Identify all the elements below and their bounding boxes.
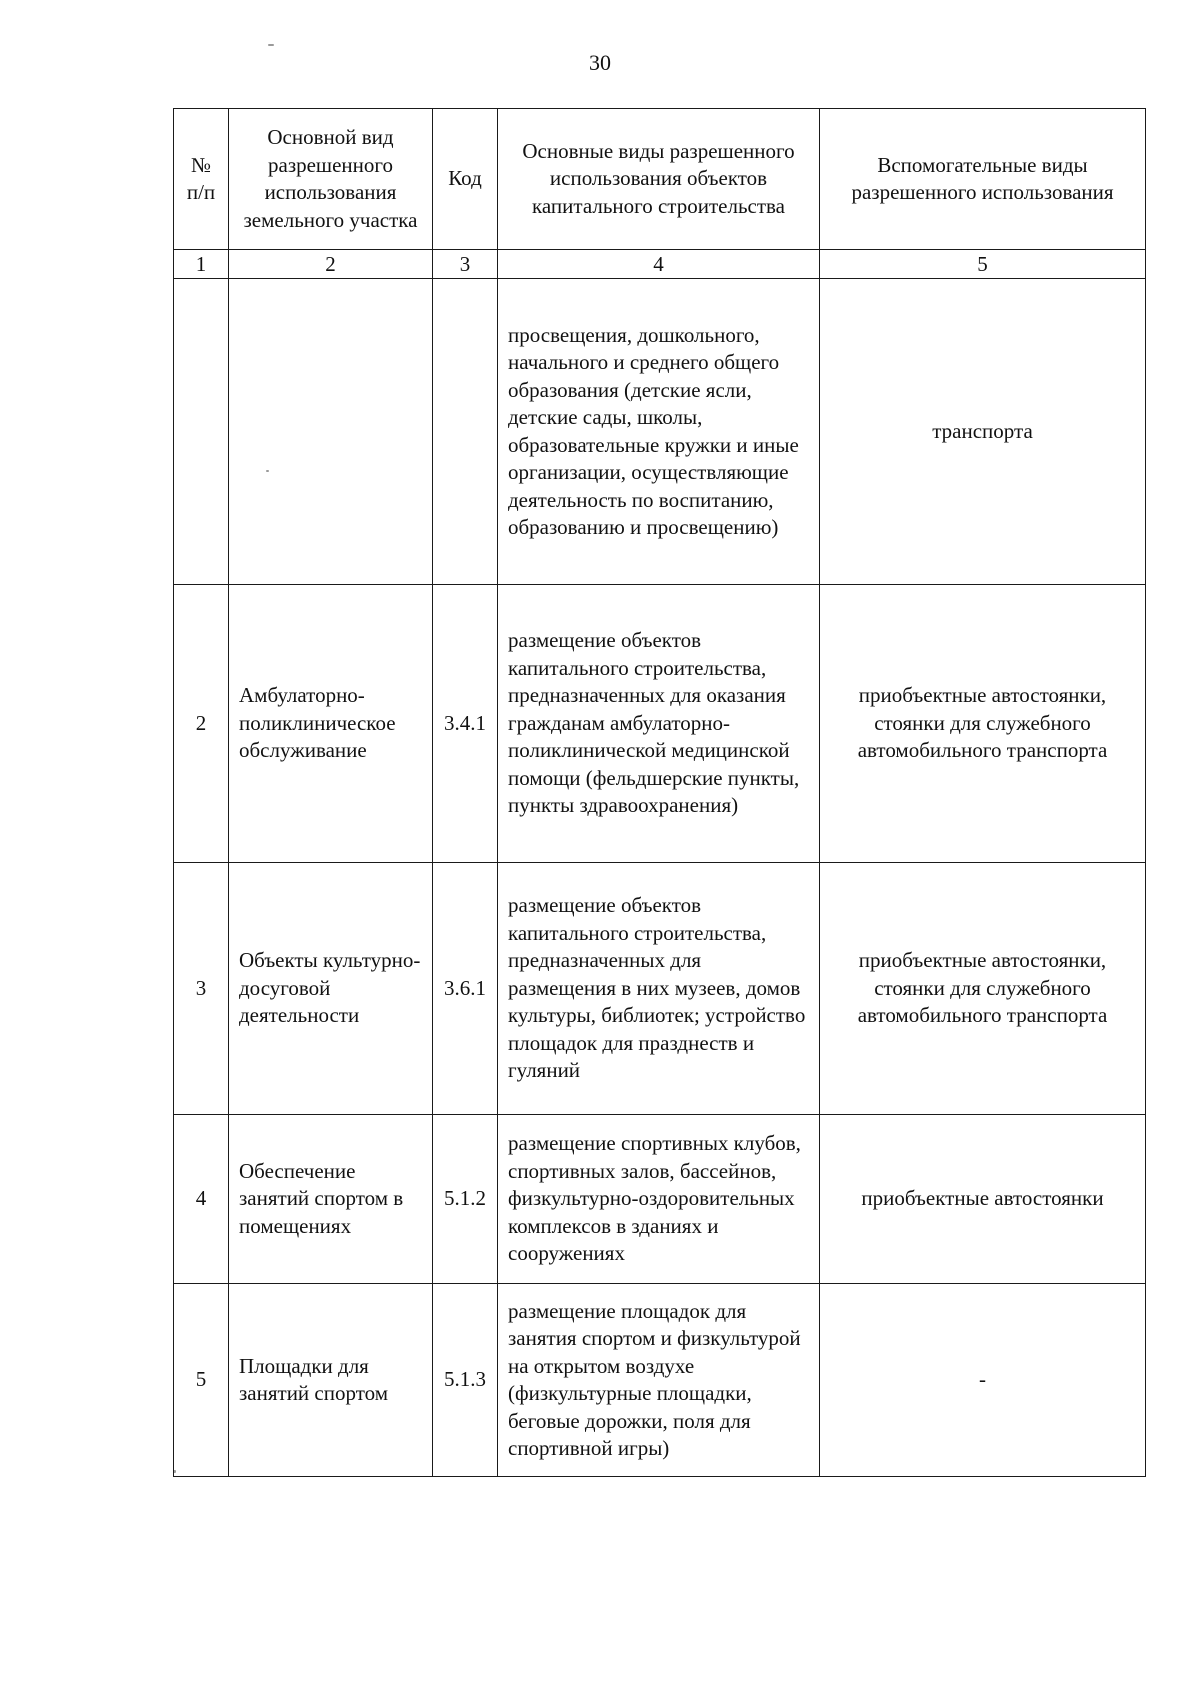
row-number: 2 [174,585,229,863]
column-number: 5 [820,250,1146,279]
code-cell: 5.1.3 [433,1284,498,1477]
row-number: 5 [174,1284,229,1477]
basic-kinds-cell: размещение спортивных клубов, спортивных залов, бассейнов, физкультурно-оздоровительных комплексов в зданиях и сооружениях [498,1115,820,1284]
auxiliary-kinds-cell: приобъектные автостоянки, стоянки для служебного автомобильного транспорта [820,585,1146,863]
table-row [174,1284,1146,1477]
main-kind-cell: Площадки для занятий спортом [229,1284,433,1477]
main-kind-cell: Объекты культурно-досуговой деятельности [229,863,433,1115]
row-number [174,279,229,585]
main-kind-cell [229,279,433,585]
main-kind-cell: Обеспечение занятий спортом в помещениях [229,1115,433,1284]
column-number: 2 [229,250,433,279]
auxiliary-kinds-cell: приобъектные автостоянки, стоянки для служебного автомобильного транспорта [820,863,1146,1115]
column-number: 4 [498,250,820,279]
header-auxiliary-kinds: Вспомогательные виды разрешенного использования [820,109,1146,250]
basic-kinds-cell: размещение объектов капитального строительства, предназначенных для оказания гражданам амбулаторно-поликлинической медицинской помощи (фельдшерские пункты, пункты здравоохранения) [498,585,820,863]
row-number: 3 [174,863,229,1115]
basic-kinds-cell: размещение площадок для занятия спортом и физкультурой на открытом воздухе (физкультурные площадки, беговые дорожки, поля для спортивной игры) [498,1284,820,1477]
land-use-table [173,108,1146,1477]
header-main-kind: Основной вид разрешенного использования земельного участка [229,109,433,250]
code-cell: 3.6.1 [433,863,498,1115]
main-kind-cell: Амбулаторно-поликлиническое обслуживание [229,585,433,863]
auxiliary-kinds-cell: приобъектные автостоянки [820,1115,1146,1284]
row-number: 4 [174,1115,229,1284]
header-row [174,109,1146,250]
table-row [174,1115,1146,1284]
column-number: 3 [433,250,498,279]
basic-kinds-cell: просвещения, дошкольного, начального и среднего общего образования (детские ясли, детские сады, школы, образовательные кружки и иные организации, осуществляющие деятельность по воспитанию, образованию и просвещению) [498,279,820,585]
code-cell [433,279,498,585]
header-number: № п/п [174,109,229,250]
table-row [174,863,1146,1115]
code-cell: 3.4.1 [433,585,498,863]
header-code: Код [433,109,498,250]
auxiliary-kinds-cell: - [820,1284,1146,1477]
auxiliary-kinds-cell: транспорта [820,279,1146,585]
page-number: 30 [589,50,611,75]
basic-kinds-cell: размещение объектов капитального строительства, предназначенных для размещения в них музеев, домов культуры, библиотек; устройство площадок для празднеств и гуляний [498,863,820,1115]
scan-speck [268,44,274,46]
column-number-row [174,250,1146,279]
column-number: 1 [174,250,229,279]
table-row [174,279,1146,585]
code-cell: 5.1.2 [433,1115,498,1284]
table-row [174,585,1146,863]
header-basic-kinds: Основные виды разрешенного использования объектов капитального строительства [498,109,820,250]
